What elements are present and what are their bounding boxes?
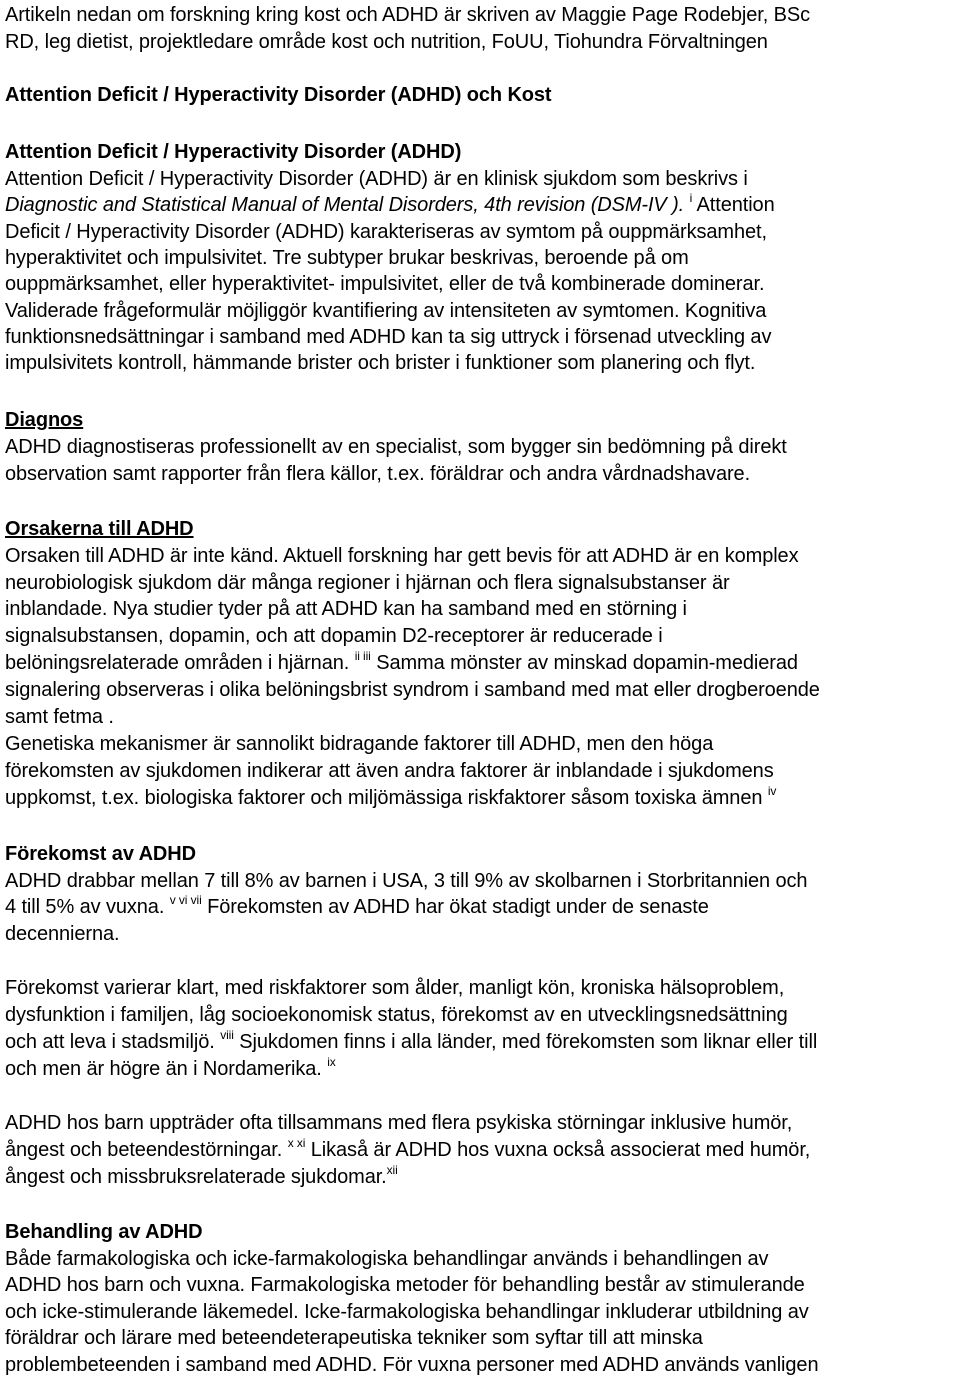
paragraph-line: neurobiologisk sjukdom där många regioner i hjärnan och flera signalsubstanser är bbox=[5, 572, 730, 594]
paragraph-line: ADHD hos barn uppträder ofta tillsammans med flera psykiska störningar inklusive humör, bbox=[5, 1112, 793, 1134]
document-title: Attention Deficit / Hyperactivity Disorder (ADHD) och Kost bbox=[5, 84, 552, 106]
paragraph-line: Validerade frågeformulär möjliggör kvantifiering av intensiteten av symtomen. Kognitiva bbox=[5, 300, 767, 322]
paragraph-line: uppkomst, t.ex. biologiska faktorer och miljömässiga riskfaktorer såsom toxiska ämnen $^{iv}$ bbox=[5, 784, 777, 809]
paragraph-line: decennierna. bbox=[5, 923, 120, 945]
paragraph-line: Orsaken till ADHD är inte känd. Aktuell forskning har gett bevis för att ADHD är en komplex bbox=[5, 545, 799, 567]
footnote-ref: xii bbox=[386, 1163, 398, 1177]
paragraph-line: impulsivitets kontroll, hämmande brister och brister i funktioner som planering och flyt. bbox=[5, 352, 756, 374]
paragraph-line: funktionsnedsättningar i samband med ADHD kan ta sig uttryck i försenad utveckling av bbox=[5, 326, 772, 348]
paragraph-line: dysfunktion i familjen, låg socioekonomisk status, förekomst av en utvecklingsnedsättning bbox=[5, 1004, 788, 1026]
footnote-ref: i bbox=[689, 191, 693, 205]
paragraph-line: ADHD drabbar mellan 7 till 8% av barnen i USA, 3 till 9% av skolbarnen i Storbritannien och bbox=[5, 870, 808, 892]
section-heading-orsak: Orsakerna till ADHD bbox=[5, 518, 194, 540]
section-heading-adhd: Attention Deficit / Hyperactivity Disorder (ADHD) bbox=[5, 141, 462, 163]
paragraph-line: Förekomst varierar klart, med riskfaktorer som ålder, manligt kön, kroniska hälsoproblem, bbox=[5, 977, 785, 999]
paragraph-line: belöningsrelaterade områden i hjärnan. $^{ii iii}$ Samma mönster av minskad dopamin-medierad bbox=[5, 649, 798, 674]
footnote-ref: ix bbox=[327, 1055, 336, 1069]
paragraph-line: signalsubstansen, dopamin, och att dopamin D2-receptorer är reducerade i bbox=[5, 625, 663, 647]
paragraph-line: signalering observeras i olika belöningsbrist syndrom i samband med mat eller drogberoende bbox=[5, 679, 820, 701]
paragraph-line: och icke-stimulerande läkemedel. Icke-farmakologiska behandlingar inkluderar utbildning av bbox=[5, 1301, 809, 1323]
paragraph-line: Attention Deficit / Hyperactivity Disorder (ADHD) är en klinisk sjukdom som beskrivs i bbox=[5, 168, 748, 190]
section-heading-forekomst: Förekomst av ADHD bbox=[5, 843, 196, 865]
paragraph-line: ångest och beteendestörningar. $^{x xi}$ Likaså är ADHD hos vuxna också associerat med humör, bbox=[5, 1136, 811, 1161]
dsm-title: Diagnostic and Statistical Manual of Mental Disorders, 4th revision (DSM-IV ). bbox=[5, 194, 685, 216]
footnote-ref: viii bbox=[220, 1028, 234, 1042]
paragraph-line: Deficit / Hyperactivity Disorder (ADHD) karakteriseras av symtom på ouppmärksamhet, bbox=[5, 221, 767, 243]
paragraph-line: observation samt rapporter från flera källor, t.ex. föräldrar och andra vårdnadshavare. bbox=[5, 463, 751, 485]
paragraph-line: Diagnostic and Statistical Manual of Mental Disorders, 4th revision (DSM-IV ). $^i$ Attention bbox=[5, 191, 775, 216]
footnote-ref: x xi bbox=[287, 1136, 306, 1150]
paragraph-line: och att leva i stadsmiljö. $^{viii}$ Sjukdomen finns i alla länder, med förekomsten som liknar eller till bbox=[5, 1028, 818, 1053]
paragraph-line: problembeteenden i samband med ADHD. För vuxna personer med ADHD används vanligen bbox=[5, 1354, 819, 1376]
paragraph-line: inblandade. Nya studier tyder på att ADHD kan ha samband med en störning i bbox=[5, 598, 687, 620]
intro-line: RD, leg dietist, projektledare område kost och nutrition, FoUU, Tiohundra Förvaltningen bbox=[5, 31, 768, 53]
section-heading-diagnos: Diagnos bbox=[5, 409, 84, 431]
paragraph-line: ADHD diagnostiseras professionellt av en specialist, som bygger sin bedömning på direkt bbox=[5, 436, 787, 458]
section-heading-behandling: Behandling av ADHD bbox=[5, 1221, 203, 1243]
footnote-ref: v vi vii bbox=[169, 893, 202, 907]
paragraph-line: och men är högre än i Nordamerika. $^{ix}$ bbox=[5, 1055, 336, 1080]
paragraph-line: samt fetma . bbox=[5, 706, 114, 728]
paragraph-line: förekomsten av sjukdomen indikerar att även andra faktorer är inblandade i sjukdomens bbox=[5, 760, 774, 782]
paragraph-line: Genetiska mekanismer är sannolikt bidragande faktorer till ADHD, men den höga bbox=[5, 733, 714, 755]
paragraph-line: hyperaktivitet och impulsivitet. Tre subtyper brukar beskrivas, beroende på om bbox=[5, 247, 689, 269]
paragraph-line: ADHD hos barn och vuxna. Farmakologiska metoder för behandling består av stimulerande bbox=[5, 1274, 805, 1296]
footnote-ref: ii iii bbox=[354, 649, 371, 663]
paragraph-line: ouppmärksamhet, eller hyperaktivitet- impulsivitet, eller de två kombinerade dominerar. bbox=[5, 273, 765, 295]
paragraph-line: ångest och missbruksrelaterade sjukdomar.$^{xii}$ bbox=[5, 1163, 398, 1188]
paragraph-line: Både farmakologiska och icke-farmakologiska behandlingar används i behandlingen av bbox=[5, 1248, 769, 1270]
footnote-ref: iv bbox=[767, 784, 777, 798]
paragraph-line: 4 till 5% av vuxna. $^{v vi vii}$ Förekomsten av ADHD har ökat stadigt under de senaste bbox=[5, 893, 709, 918]
intro-line: Artikeln nedan om forskning kring kost och ADHD är skriven av Maggie Page Rodebjer, BSc bbox=[5, 4, 811, 26]
paragraph-line: föräldrar och lärare med beteendeterapeutiska tekniker som syftar till att minska bbox=[5, 1327, 703, 1349]
